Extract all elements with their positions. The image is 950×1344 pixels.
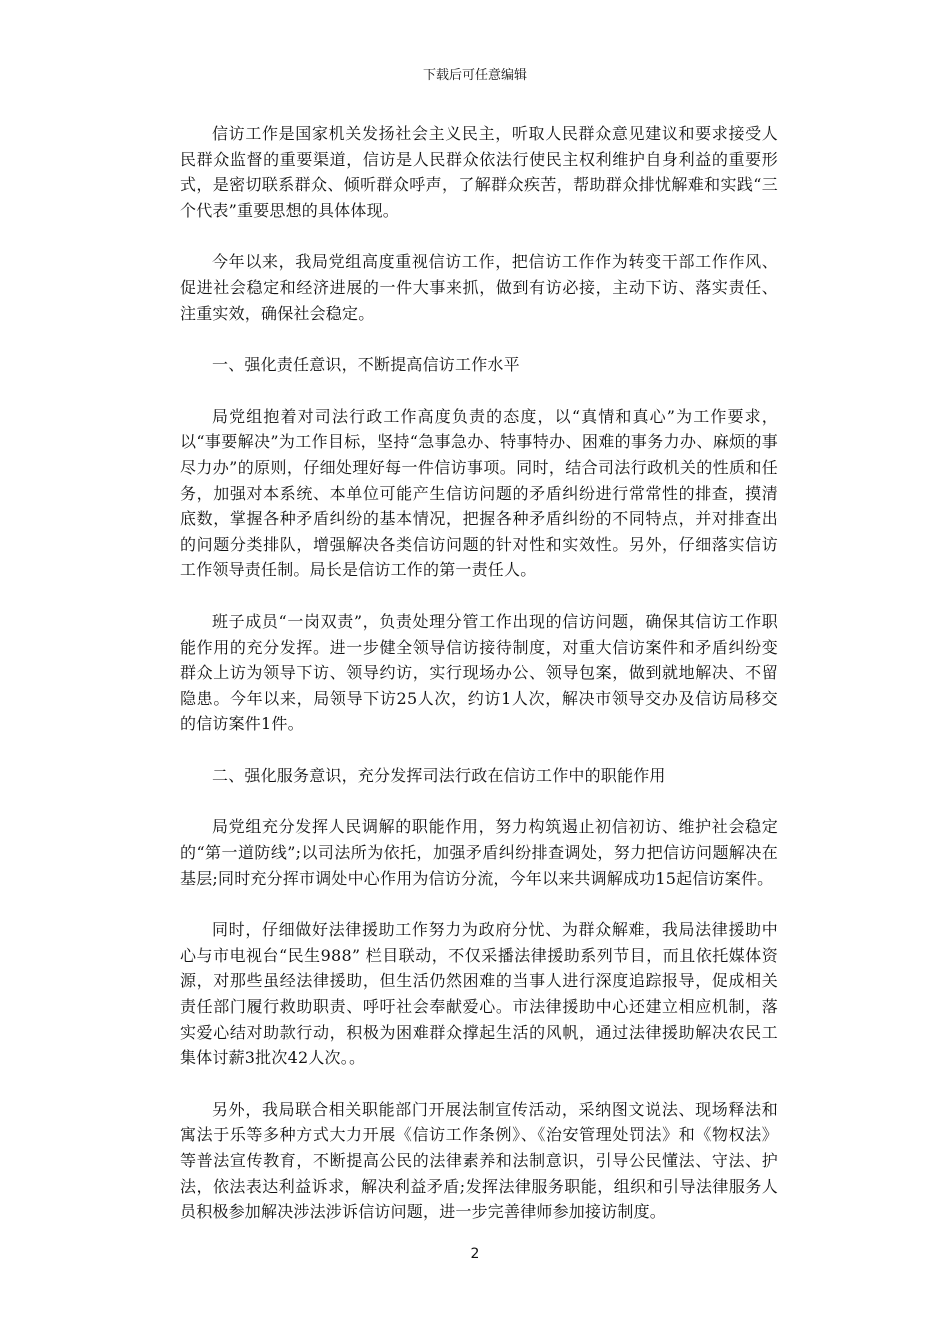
paragraph-responsibility: 局党组抱着对司法行政工作高度负责的态度，以“真情和真心”为工作要求，以“事要解决”为工作目标，坚持“急事急办、特事特办、困难的事务力办、麻烦的事尽力办”的原则，仔细处理好每一件信访事项。同时，结合司法行政机关的性质和任务，加强对本系统、本单位可能产生信访问题的矛盾纠纷进行常常性的排查，摸清底数，掌握各种矛盾纠纷的基本情况，把握各种矛盾纠纷的不同特点，并对排查出的问题分类排队，增强解决各类信访问题的针对性和实效性。另外，仔细落实信访工作领导责任制。局长是信访工作的第一责任人。 [180, 406, 778, 580]
page-number: 2 [470, 1246, 480, 1262]
section-heading-two: 二、强化服务意识，充分发挥司法行政在信访工作中的职能作用 [212, 765, 666, 785]
paragraph-legal-aid: 同时，仔细做好法律援助工作努力为政府分忧、为群众解难，我局法律援助中心与市电视台“民生988” 栏目联动，不仅采播法律援助系列节目，而且依托媒体资源，对那些虽经法律援助，但生活仍然困难的当事人进行深度追踪报导，促成相关责任部门履行救助职责、呼吁社会奉献爱心。市法律援助中心还建立相应机制，落实爱心结对助款行动，积极为困难群众撑起生活的风帆，通过法律援助解决农民工集体讨薪3批次42人次。。 [180, 920, 778, 1068]
document-body [180, 121, 778, 1251]
paragraph-overview: 今年以来，我局党组高度重视信访工作，把信访工作作为转变干部工作作风、促进社会稳定和经济进展的一件大事来抓，做到有访必接，主动下访、落实责任、注重实效，确保社会稳定。 [180, 252, 778, 323]
download-edit-note: 下载后可任意编辑 [422, 68, 527, 83]
paragraph-leadership: 班子成员“一岗双责”，负责处理分管工作出现的信访问题，确保其信访工作职能作用的充分发挥。进一步健全领导信访接待制度，对重大信访案件和矛盾纠纷变群众上访为领导下访、领导约访，实行现场办公、领导包案，做到就地解决、不留隐患。今年以来，局领导下访25人次，约访1人次，解决市领导交办及信访局移交的信访案件1件。 [180, 611, 778, 734]
paragraph-intro: 信访工作是国家机关发扬社会主义民主，听取人民群众意见建议和要求接受人民群众监督的重要渠道，信访是人民群众依法行使民主权利维护自身利益的重要形式，是密切联系群众、倾听群众呼声，了解群众疾苦，帮助群众排忧解难和实践“三个代表”重要思想的具体体现。 [180, 124, 778, 220]
section-heading-one: 一、强化责任意识，不断提高信访工作水平 [212, 355, 520, 375]
paragraph-legal-publicity: 另外，我局联合相关职能部门开展法制宣传活动，采纳图文说法、现场释法和寓法于乐等多种方式大力开展《信访工作条例》、《治安管理处罚法》和《物权法》等普法宣传教育，不断提高公民的法律素养和法制意识，引导公民懂法、守法、护法，依法表达利益诉求，解决利益矛盾;发挥法律服务职能，组织和引导法律服务人员积极参加解决涉法涉诉信访问题，进一步完善律师参加接访制度。 [180, 1099, 778, 1222]
paragraph-mediation: 局党组充分发挥人民调解的职能作用，努力构筑遏止初信初访、维护社会稳定的“第一道防线”;以司法所为依托，加强矛盾纠纷排查调处，努力把信访问题解决在基层;同时充分挥市调处中心作用为信访分流，今年以来共调解成功15起信访案件。 [180, 817, 778, 888]
